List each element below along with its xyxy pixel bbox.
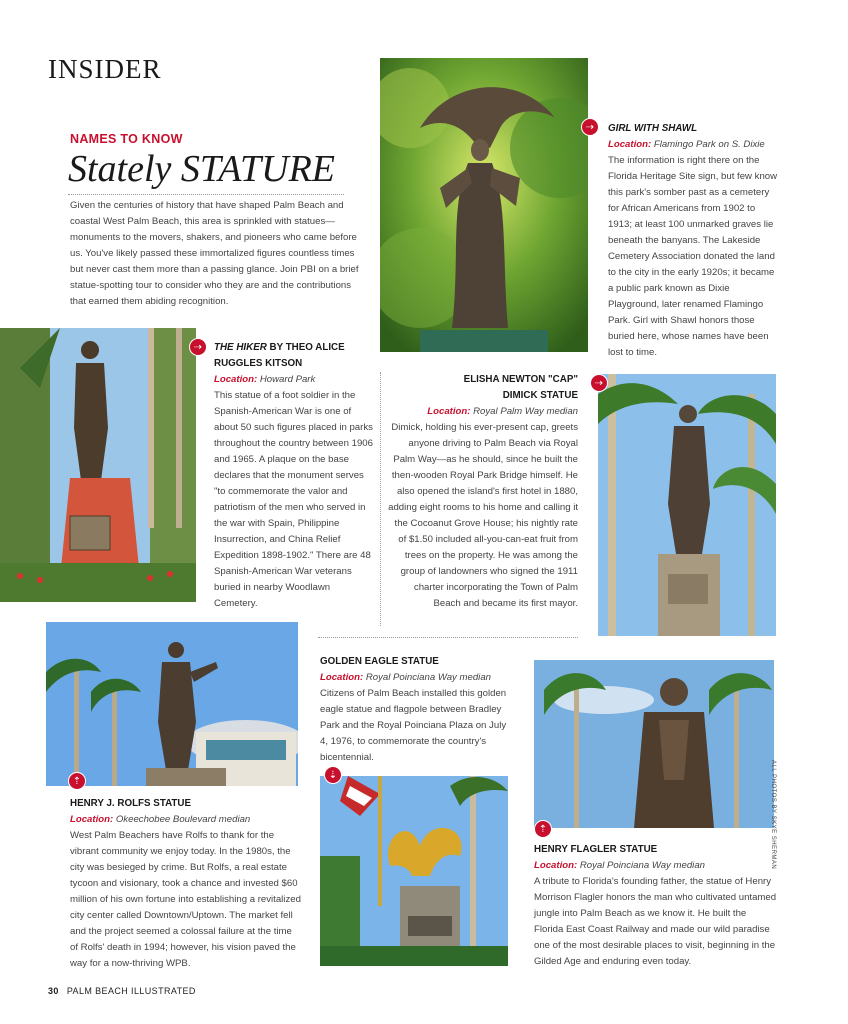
flagler-photo — [534, 660, 774, 828]
the-hiker-photo — [0, 328, 196, 602]
golden-eagle-photo — [320, 776, 508, 966]
girl-with-shawl-photo — [380, 58, 588, 352]
rolfs-photo — [46, 622, 298, 786]
flagler-entry — [534, 842, 778, 970]
flagler-title: HENRY FLAGLER STATUE — [534, 844, 658, 855]
article-kicker: NAMES TO KNOW — [70, 132, 183, 146]
the-hiker-title: THE HIKER BY THEO ALICE RUGGLES KITSON — [214, 342, 345, 369]
flagler-location: Location: Royal Poinciana Way median — [534, 860, 705, 871]
flagler-body: A tribute to Florida's founding father, the statue of Henry Morrison Flagler honors the man who cultivated untamed jungle into Palm Beach as we know it. He built the Florida East Coast Railway and made our wild paradise one of the most desirable places to visit, beginning in the Gilded Age and enduring even today. — [534, 876, 777, 967]
girl-with-shawl-location: Location: Flamingo Park on S. Dixie — [608, 139, 765, 150]
rolfs-entry — [70, 796, 302, 972]
rolfs-body: West Palm Beachers have Rolfs to thank for the vibrant community we enjoy today. In the 1980s, the city was besieged by crime. But Rolfs, a real estate tycoon and visionary, took a chance and invested $60 million of his own fortune into establishing a revitalized city center called Downtown/Uptown. The market fell and the project seemed a colossal failure at the time of Rolfs' death in 1994; however, his vision paved the way for a now-thriving WPB. — [70, 830, 301, 969]
dimick-location: Location: Royal Palm Way median — [427, 406, 578, 417]
photo-credit: ALL PHOTOS BY SKYE SHERMAN — [770, 760, 776, 870]
rolfs-title: HENRY J. ROLFS STATUE — [70, 798, 192, 809]
rolfs-location: Location: Okeechobee Boulevard median — [70, 814, 251, 825]
dimick-title-line1: ELISHA NEWTON "CAP" — [463, 374, 578, 385]
golden-eagle-entry — [320, 654, 510, 766]
dimick-photo — [598, 374, 776, 636]
article-headline: Stately STATURE — [68, 146, 344, 195]
the-hiker-body: This statue of a foot soldier in the Spanish-American War is one of about 50 such figures placed in parks throughout the country between 1906 and 1965. A plaque on the base declares that the monument serves "to commemorate the valor and patriotism of the men who served in the war with Spain, Philippine Insurrection, and China Relief Expedition 1898-1902." There are 48 Spanish-American War veterans buried in nearby Woodlawn Cemetery. — [214, 390, 373, 609]
dimick-title-line2: DIMICK STATUE — [502, 390, 578, 401]
page-footer — [48, 986, 196, 996]
girl-with-shawl-title: GIRL WITH SHAWL — [608, 123, 698, 134]
the-hiker-location: Location: Howard Park — [214, 374, 316, 385]
girl-with-shawl-marker: ⇢ — [581, 118, 599, 136]
golden-eagle-location: Location: Royal Poinciana Way median — [320, 672, 491, 683]
eagle-divider — [318, 637, 578, 638]
page-number: 30 — [48, 986, 59, 996]
girl-with-shawl-body: The information is right there on the Florida Heritage Site sign, but few know this park's somber past as a cemetery for African Americans from 1902 to 1913; at least 100 unmarked graves lie beneath the banyans. The Lakeside Cemetery Association donated the land to the city in the early 1920s; it became a public park known as Dixie Playground, later renamed Flamingo Park. Girl with Shawl honors those buried here, whose names have been lost to time. — [608, 155, 778, 358]
golden-eagle-title: GOLDEN EAGLE STATUE — [320, 656, 439, 667]
the-hiker-entry — [214, 340, 374, 612]
dimick-entry — [388, 372, 578, 612]
girl-with-shawl-entry — [608, 121, 780, 361]
golden-eagle-marker: ⇣ — [324, 766, 342, 784]
flagler-marker: ⇡ — [534, 820, 552, 838]
section-header: INSIDER — [48, 54, 162, 84]
article-intro: Given the centuries of history that have shaped Palm Beach and coastal West Palm Beach, this area is sprinkled with statues—monuments to the movers, shakers, and pioneers who came before us. You've likely passed these immortalized figures countless times but never cast them more than a passing glance. Join PBI on a brief statue-spotting tour to consider who they are and the contributions that earned them abiding recognition. — [70, 200, 359, 307]
the-hiker-marker: ⇢ — [189, 338, 207, 356]
dimick-marker: ⇢ — [590, 374, 608, 392]
publication-name: PALM BEACH ILLUSTRATED — [66, 986, 196, 996]
dimick-body: Dimick, holding his ever-present cap, greets anyone driving to Palm Beach via Royal Palm Way—as he should, since he built the then-wooden Royal Park Bridge himself. He also opened the island's first hotel in 1880, adding eight rooms to his home and calling it the Cocoanut Grove House; his nightly rate of $1.50 included all-you-can-eat fruit from trees on the property. He was among the group of landowners who signed the 1911 charter incorporating the Town of Palm Beach and became its first mayor. — [388, 422, 578, 609]
golden-eagle-body: Citizens of Palm Beach installed this golden eagle statue and flagpole between Bradley Park and the Royal Poinciana Plaza on July 4, 1976, to commemorate the country's bicentennial. — [320, 688, 507, 763]
column-divider — [380, 372, 381, 626]
rolfs-marker: ⇡ — [68, 772, 86, 790]
